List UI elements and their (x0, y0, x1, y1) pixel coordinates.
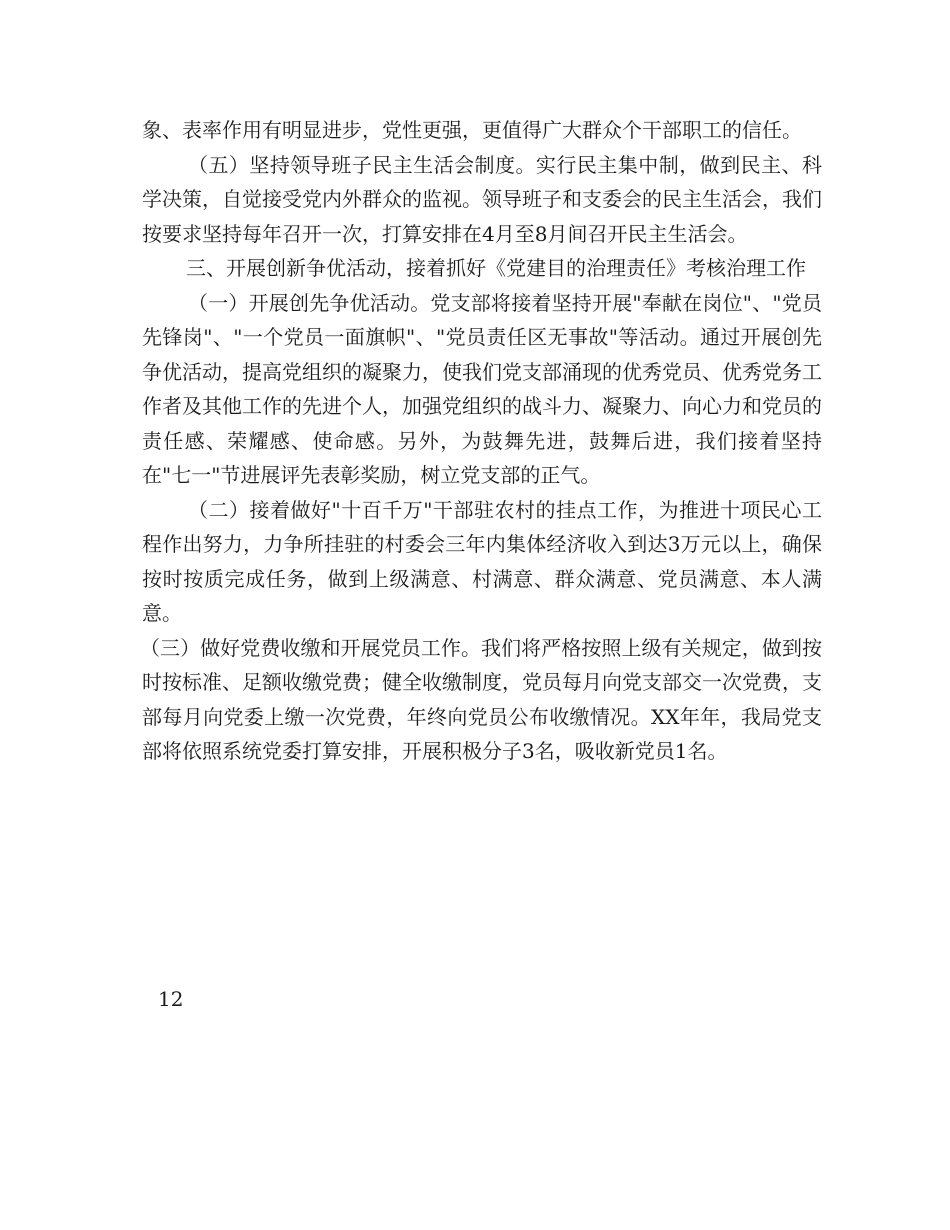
body-text (142, 113, 822, 769)
paragraph-item-5: （五）坚持领导班子民主生活会制度。实行民主集中制，做到民主、科学决策，自觉接受党内外群众的监视。领导班子和支委会的民主生活会，我们按要求坚持每年召开一次，打算安排在4月至8月间召开民主生活会。 (142, 152, 822, 246)
section-heading-3: 三、开展创新争优活动，接着抓好《党建目的治理责任》考核治理工作 (186, 256, 806, 280)
page-number: 12 (158, 987, 184, 1011)
paragraph-continuation: 象、表率作用有明显进步，党性更强，更值得广大群众个干部职工的信任。 (142, 118, 802, 142)
paragraph-item-3: （三）做好党费收缴和开展党员工作。我们将严格按照上级有关规定，做到按时按标准、足额收缴党费；健全收缴制度，党员每月向党支部交一次党费，支部每月向党委上缴一次党费，年终向党员公布收缴情况。XX年年，我局党支部将依照系统党委打算安排，开展积极分子3名，吸收新党员1名。 (140, 635, 822, 763)
paragraph-item-1: （一）开展创先争优活动。党支部将接着坚持开展"奉献在岗位"、"党员先锋岗"、"一个党员一面旗帜"、"党员责任区无事故"等活动。通过开展创先争优活动，提高党组织的凝聚力，使我们党支部涌现的优秀党员、优秀党务工作者及其他工作的先进个人，加强党组织的战斗力、凝聚力、向心力和党员的责任感、荣耀感、使命感。另外，为鼓舞先进，鼓舞后进，我们接着坚持在"七一"节进展评先表彰奖励，树立党支部的正气。 (142, 290, 822, 487)
paragraph-item-2: （二）接着做好"十百千万"干部驻农村的挂点工作，为推进十项民心工程作出努力，力争所挂驻的村委会三年内集体经济收入到达3万元以上，确保按时按质完成任务，做到上级满意、村满意、群众满意、党员满意、本人满意。 (142, 497, 822, 625)
